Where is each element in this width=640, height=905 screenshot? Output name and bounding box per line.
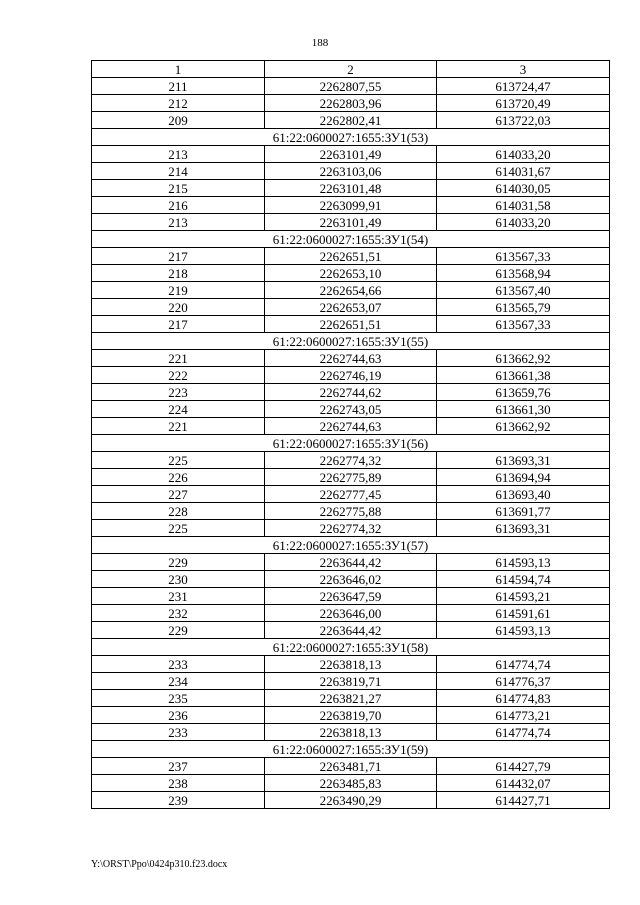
point-number: 229 (92, 622, 265, 639)
table-row (92, 112, 610, 129)
section-row (92, 741, 610, 758)
coordinate-x: 2263099,91 (265, 197, 437, 214)
coordinate-y: 613693,40 (437, 486, 610, 503)
point-number: 221 (92, 350, 265, 367)
coordinate-x: 2262802,41 (265, 112, 437, 129)
table-row (92, 350, 610, 367)
coordinate-x: 2262775,88 (265, 503, 437, 520)
table-row (92, 605, 610, 622)
table-row (92, 299, 610, 316)
point-number: 226 (92, 469, 265, 486)
coordinate-x: 2263646,02 (265, 571, 437, 588)
coordinate-y: 613661,38 (437, 367, 610, 384)
point-number: 216 (92, 197, 265, 214)
coordinate-x: 2263646,00 (265, 605, 437, 622)
coordinate-y: 613568,94 (437, 265, 610, 282)
coordinate-x: 2262651,51 (265, 316, 437, 333)
point-number: 222 (92, 367, 265, 384)
section-row (92, 231, 610, 248)
coordinate-y: 614593,21 (437, 588, 610, 605)
point-number: 235 (92, 690, 265, 707)
page-number: 188 (311, 37, 329, 49)
coordinate-y: 613694,94 (437, 469, 610, 486)
table-row (92, 95, 610, 112)
section-row (92, 333, 610, 350)
point-number: 213 (92, 146, 265, 163)
table-row (92, 503, 610, 520)
coordinate-y: 614591,61 (437, 605, 610, 622)
coordinate-x: 2263821,27 (265, 690, 437, 707)
coordinates-table (91, 60, 610, 809)
point-number: 231 (92, 588, 265, 605)
table-row (92, 486, 610, 503)
coordinate-y: 613724,47 (437, 78, 610, 95)
point-number: 213 (92, 214, 265, 231)
coordinate-x: 2263481,71 (265, 758, 437, 775)
coordinate-x: 2262744,63 (265, 418, 437, 435)
coordinate-x: 2263647,59 (265, 588, 437, 605)
table-row (92, 656, 610, 673)
coordinate-x: 2262777,45 (265, 486, 437, 503)
coordinate-y: 613661,30 (437, 401, 610, 418)
table-row (92, 775, 610, 792)
table-row (92, 792, 610, 809)
coordinate-y: 614030,05 (437, 180, 610, 197)
coordinate-x: 2262744,62 (265, 384, 437, 401)
column-header-2: 2 (265, 61, 437, 78)
table-row (92, 571, 610, 588)
point-number: 219 (92, 282, 265, 299)
coordinate-y: 613662,92 (437, 418, 610, 435)
point-number: 211 (92, 78, 265, 95)
point-number: 227 (92, 486, 265, 503)
coordinate-y: 613567,40 (437, 282, 610, 299)
coordinate-x: 2262807,55 (265, 78, 437, 95)
coordinate-x: 2263819,71 (265, 673, 437, 690)
table-row (92, 282, 610, 299)
coordinate-x: 2263490,29 (265, 792, 437, 809)
point-number: 223 (92, 384, 265, 401)
table-row (92, 265, 610, 282)
coordinate-y: 613693,31 (437, 520, 610, 537)
point-number: 236 (92, 707, 265, 724)
coordinate-y: 614773,21 (437, 707, 610, 724)
table-row (92, 384, 610, 401)
file-path-footer: Y:\ORST\Ppo\0424p310.f23.docx (91, 859, 228, 870)
point-number: 209 (92, 112, 265, 129)
coordinate-y: 614774,83 (437, 690, 610, 707)
coordinate-x: 2262774,32 (265, 452, 437, 469)
coordinate-y: 614593,13 (437, 554, 610, 571)
coordinate-x: 2262803,96 (265, 95, 437, 112)
point-number: 238 (92, 775, 265, 792)
coordinate-y: 614427,71 (437, 792, 610, 809)
coordinate-y: 614031,58 (437, 197, 610, 214)
coordinate-x: 2262746,19 (265, 367, 437, 384)
coordinate-y: 614594,74 (437, 571, 610, 588)
table-row (92, 418, 610, 435)
table-row (92, 622, 610, 639)
point-number: 233 (92, 724, 265, 741)
point-number: 224 (92, 401, 265, 418)
coordinate-y: 613722,03 (437, 112, 610, 129)
table-row (92, 469, 610, 486)
coordinate-y: 613567,33 (437, 248, 610, 265)
table-row (92, 452, 610, 469)
coordinate-y: 614031,67 (437, 163, 610, 180)
column-header-3: 3 (437, 61, 610, 78)
table-row (92, 78, 610, 95)
coordinate-y: 614427,79 (437, 758, 610, 775)
coordinate-y: 614776,37 (437, 673, 610, 690)
coordinate-y: 613662,92 (437, 350, 610, 367)
point-number: 225 (92, 520, 265, 537)
point-number: 218 (92, 265, 265, 282)
parcel-section-label: 61:22:0600027:1655:ЗУ1(54) (92, 231, 610, 248)
table-row (92, 588, 610, 605)
coordinate-x: 2262775,89 (265, 469, 437, 486)
coordinate-y: 614033,20 (437, 146, 610, 163)
coordinate-y: 614033,20 (437, 214, 610, 231)
point-number: 225 (92, 452, 265, 469)
table-row (92, 146, 610, 163)
point-number: 234 (92, 673, 265, 690)
table-row (92, 180, 610, 197)
point-number: 217 (92, 316, 265, 333)
coordinate-y: 613691,77 (437, 503, 610, 520)
coordinate-y: 613567,33 (437, 316, 610, 333)
coordinate-x: 2262654,66 (265, 282, 437, 299)
coordinate-x: 2262743,05 (265, 401, 437, 418)
coordinate-x: 2263818,13 (265, 724, 437, 741)
parcel-section-label: 61:22:0600027:1655:ЗУ1(57) (92, 537, 610, 554)
point-number: 239 (92, 792, 265, 809)
coordinate-x: 2262651,51 (265, 248, 437, 265)
coordinate-y: 614774,74 (437, 656, 610, 673)
section-row (92, 639, 610, 656)
table-row (92, 520, 610, 537)
coordinate-y: 613565,79 (437, 299, 610, 316)
column-header-1: 1 (92, 61, 265, 78)
point-number: 215 (92, 180, 265, 197)
table-row (92, 163, 610, 180)
point-number: 221 (92, 418, 265, 435)
section-row (92, 435, 610, 452)
coordinate-x: 2263103,06 (265, 163, 437, 180)
coordinate-x: 2262653,10 (265, 265, 437, 282)
point-number: 217 (92, 248, 265, 265)
point-number: 212 (92, 95, 265, 112)
parcel-section-label: 61:22:0600027:1655:ЗУ1(53) (92, 129, 610, 146)
coordinate-y: 613659,76 (437, 384, 610, 401)
table-row (92, 367, 610, 384)
coordinate-x: 2263101,48 (265, 180, 437, 197)
parcel-section-label: 61:22:0600027:1655:ЗУ1(56) (92, 435, 610, 452)
point-number: 230 (92, 571, 265, 588)
section-row (92, 537, 610, 554)
point-number: 233 (92, 656, 265, 673)
table-row (92, 316, 610, 333)
table-row (92, 758, 610, 775)
parcel-section-label: 61:22:0600027:1655:ЗУ1(59) (92, 741, 610, 758)
point-number: 228 (92, 503, 265, 520)
coordinate-x: 2262774,32 (265, 520, 437, 537)
coordinate-x: 2263644,42 (265, 622, 437, 639)
coordinate-x: 2263101,49 (265, 214, 437, 231)
table-row (92, 401, 610, 418)
coordinate-x: 2262744,63 (265, 350, 437, 367)
table-row (92, 673, 610, 690)
table-row (92, 724, 610, 741)
table-header-row (92, 61, 610, 78)
coordinate-x: 2263101,49 (265, 146, 437, 163)
parcel-section-label: 61:22:0600027:1655:ЗУ1(55) (92, 333, 610, 350)
point-number: 232 (92, 605, 265, 622)
coordinate-y: 613693,31 (437, 452, 610, 469)
section-row (92, 129, 610, 146)
parcel-section-label: 61:22:0600027:1655:ЗУ1(58) (92, 639, 610, 656)
coordinate-y: 614593,13 (437, 622, 610, 639)
coordinate-x: 2263644,42 (265, 554, 437, 571)
table-row (92, 197, 610, 214)
coordinate-y: 614432,07 (437, 775, 610, 792)
coordinate-x: 2263485,83 (265, 775, 437, 792)
table-row (92, 248, 610, 265)
table-row (92, 690, 610, 707)
point-number: 214 (92, 163, 265, 180)
table-row (92, 214, 610, 231)
table-row (92, 554, 610, 571)
coordinate-y: 614774,74 (437, 724, 610, 741)
point-number: 229 (92, 554, 265, 571)
point-number: 220 (92, 299, 265, 316)
coordinate-x: 2263818,13 (265, 656, 437, 673)
coordinate-y: 613720,49 (437, 95, 610, 112)
table-row (92, 707, 610, 724)
coordinate-x: 2262653,07 (265, 299, 437, 316)
table-body (92, 78, 610, 809)
point-number: 237 (92, 758, 265, 775)
coordinate-x: 2263819,70 (265, 707, 437, 724)
